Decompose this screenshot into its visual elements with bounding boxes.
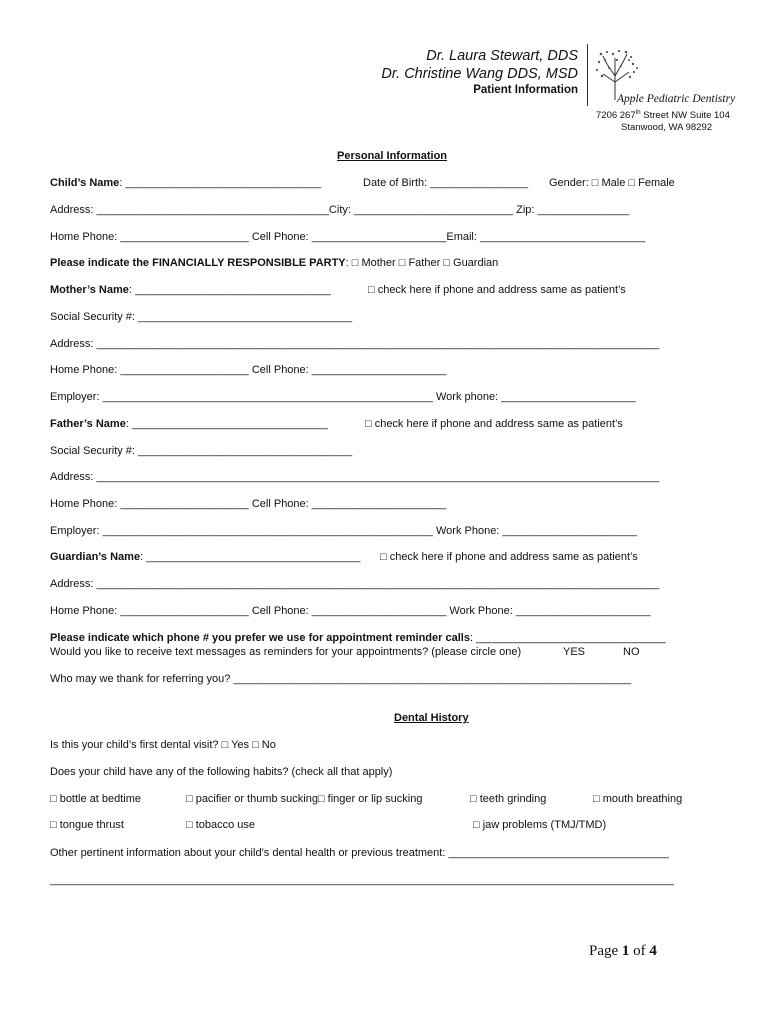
habit-bottle-checkbox[interactable]: □ bottle at bedtime bbox=[50, 793, 142, 805]
father-same-checkbox[interactable]: □ check here if phone and address same as patient’s bbox=[365, 418, 623, 430]
gender-options[interactable]: Gender: □ Male □ Female bbox=[549, 177, 675, 189]
habit-tongue-thrust-checkbox[interactable]: □ tongue thrust bbox=[50, 819, 124, 831]
page-prefix: Page bbox=[589, 943, 622, 959]
mother-same-checkbox[interactable]: □ check here if phone and address same as patient’s bbox=[368, 284, 626, 296]
habit-tobacco-checkbox[interactable]: □ tobacco use bbox=[186, 819, 256, 831]
father-name-field[interactable]: : ________________________________ bbox=[125, 418, 328, 430]
responsible-party-row[interactable] bbox=[50, 257, 498, 269]
page-current: 1 bbox=[621, 943, 630, 959]
guardian-name-field[interactable]: : ___________________________________ bbox=[140, 551, 361, 563]
reminder-phone-label: Please indicate which phone # you prefer we use for appointment reminder calls bbox=[50, 632, 470, 644]
address-street: Street NW Suite 104 bbox=[640, 110, 730, 122]
practice-address-line-1 bbox=[596, 110, 730, 121]
mother-ssn-field[interactable]: Social Security #: ___________________________________ bbox=[50, 311, 353, 323]
other-info-continuation-line[interactable]: ______________________________________________________________________________________________________ bbox=[50, 874, 675, 886]
doctor-name-1: Dr. Laura Stewart, DDS bbox=[426, 48, 578, 64]
habit-mouth-breathing-checkbox[interactable]: □ mouth breathing bbox=[593, 793, 683, 805]
guardian-name-label: Guardian’s Name bbox=[50, 551, 141, 563]
habit-grinding-checkbox[interactable]: □ teeth grinding bbox=[470, 793, 547, 805]
other-info-field[interactable]: Other pertinent information about your child’s dental health or previous treatment: ____________________________________ bbox=[50, 847, 669, 859]
address-number: 7206 267 bbox=[596, 110, 636, 122]
responsible-party-label: Please indicate the FINANCIALLY RESPONSIBLE PARTY bbox=[50, 257, 346, 269]
form-title: Patient Information bbox=[473, 84, 578, 96]
mother-employer-row[interactable]: Employer: ______________________________________________________ Work phone: ______________________ bbox=[50, 391, 636, 403]
guardian-same-checkbox[interactable]: □ check here if phone and address same as patient’s bbox=[380, 551, 638, 563]
header-divider bbox=[587, 44, 588, 106]
father-employer-row[interactable]: Employer: ______________________________________________________ Work Phone: ______________________ bbox=[50, 525, 638, 537]
section-heading-dental: Dental History bbox=[394, 712, 469, 724]
referral-field[interactable]: Who may we thank for referring you? _________________________________________________________________ bbox=[50, 673, 632, 685]
mother-name-row bbox=[50, 284, 331, 296]
guardian-name-row bbox=[50, 551, 360, 563]
date-of-birth-field[interactable]: Date of Birth: ________________ bbox=[363, 177, 529, 189]
first-visit-row[interactable]: Is this your child’s first dental visit? □ Yes □ No bbox=[50, 739, 276, 751]
habit-pacifier-finger-checkbox[interactable]: □ pacifier or thumb sucking□ finger or lip sucking bbox=[186, 793, 423, 805]
reminder-phone-field[interactable]: : _______________________________ bbox=[469, 632, 666, 644]
child-name-field[interactable]: : ________________________________ bbox=[119, 177, 322, 189]
address-suffix: th bbox=[635, 110, 641, 116]
mother-phones-row[interactable]: Home Phone: _____________________ Cell Phone: ______________________ bbox=[50, 364, 447, 376]
mother-address-field[interactable]: Address: ____________________________________________________________________________________________ bbox=[50, 338, 660, 350]
responsible-party-options[interactable]: : □ Mother □ Father □ Guardian bbox=[345, 257, 499, 269]
mother-name-label: Mother’s Name bbox=[50, 284, 129, 296]
child-name-label: Child’s Name bbox=[50, 177, 120, 189]
text-reminder-no[interactable]: NO bbox=[623, 646, 640, 658]
father-name-label: Father’s Name bbox=[50, 418, 126, 430]
habit-jaw-problems-checkbox[interactable]: □ jaw problems (TMJ/TMD) bbox=[473, 819, 607, 831]
father-phones-row[interactable]: Home Phone: _____________________ Cell Phone: ______________________ bbox=[50, 498, 447, 510]
father-ssn-field[interactable]: Social Security #: ___________________________________ bbox=[50, 445, 353, 457]
practice-name: Apple Pediatric Dentistry bbox=[617, 93, 736, 105]
page-of: of bbox=[629, 943, 650, 959]
father-address-field[interactable]: Address: ____________________________________________________________________________________________ bbox=[50, 471, 660, 483]
text-reminder-yes[interactable]: YES bbox=[563, 646, 586, 658]
practice-address-line-2: Stanwood, WA 98292 bbox=[621, 122, 713, 133]
habits-question: Does your child have any of the following habits? (check all that apply) bbox=[50, 766, 393, 778]
guardian-address-field[interactable]: Address: ____________________________________________________________________________________________ bbox=[50, 578, 660, 590]
guardian-phones-row[interactable]: Home Phone: _____________________ Cell Phone: ______________________ Work Phone: ______________________ bbox=[50, 605, 651, 617]
page-number bbox=[589, 943, 657, 960]
patient-phones-row[interactable]: Home Phone: _____________________ Cell Phone: ______________________Email: ___________________________ bbox=[50, 231, 646, 243]
father-name-row bbox=[50, 418, 328, 430]
patient-address-row[interactable]: Address: ______________________________________City: __________________________ Zip: _______________ bbox=[50, 204, 630, 216]
child-name-row bbox=[50, 177, 321, 189]
section-heading-personal: Personal Information bbox=[337, 150, 448, 162]
doctor-name-2: Dr. Christine Wang DDS, MSD bbox=[381, 66, 578, 82]
reminder-phone-row bbox=[50, 632, 666, 644]
mother-name-field[interactable]: : ________________________________ bbox=[128, 284, 331, 296]
page-total: 4 bbox=[649, 943, 657, 959]
text-reminder-question: Would you like to receive text messages as reminders for your appointments? (please circle one) bbox=[50, 646, 522, 658]
